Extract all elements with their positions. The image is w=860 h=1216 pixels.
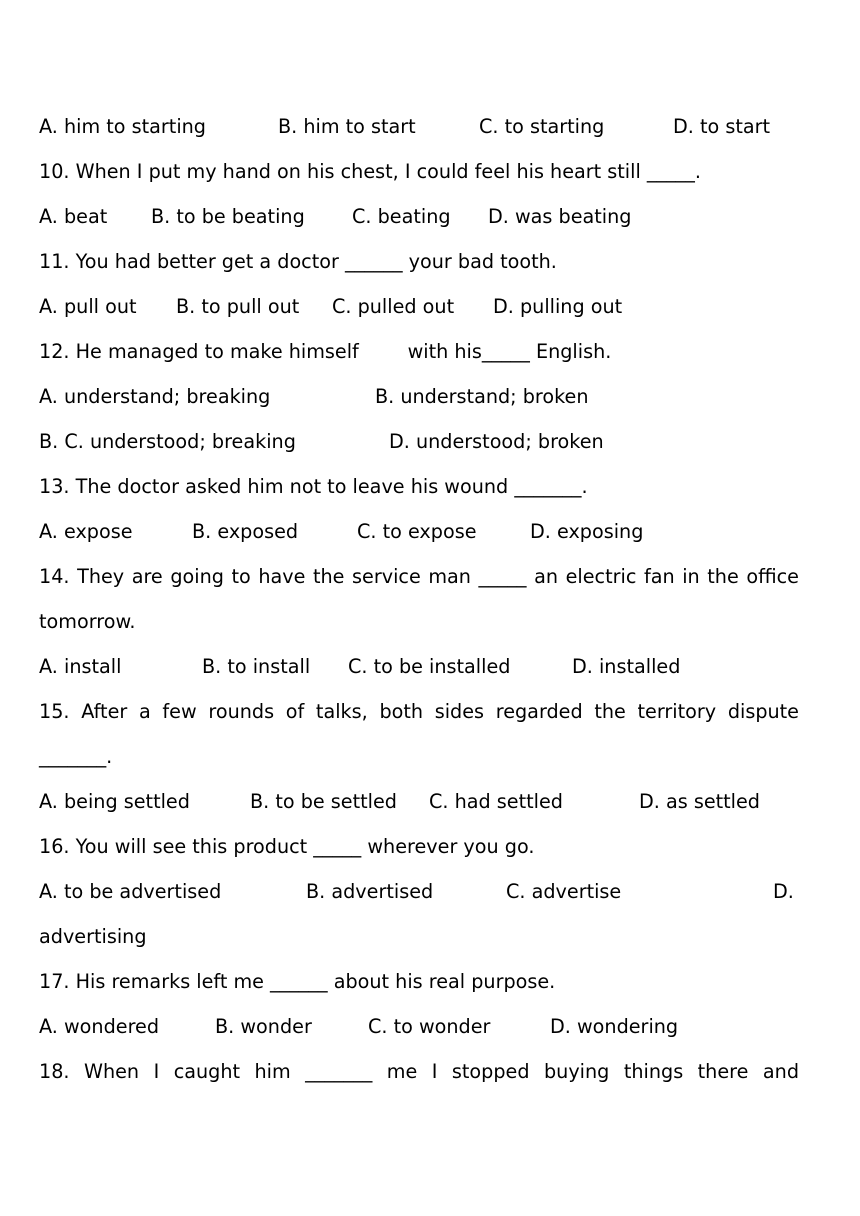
option-d: D. pulling out xyxy=(493,295,623,318)
option-d: D. exposing xyxy=(530,520,644,543)
options-line-q13 xyxy=(39,517,799,547)
options-line-q12a xyxy=(39,382,799,412)
option-b: B. exposed xyxy=(192,520,299,543)
option-a: A. pull out xyxy=(39,295,137,318)
option-b: B. advertised xyxy=(306,880,434,903)
option-b: B. to be beating xyxy=(151,205,305,228)
option-b: B. him to start xyxy=(278,115,416,138)
option-b: B. wonder xyxy=(215,1015,312,1038)
options-line-q12b xyxy=(39,427,799,457)
option-a: A. beat xyxy=(39,205,108,228)
options-line-q17 xyxy=(39,1012,799,1042)
question-14: 14. They are going to have the service man _____ an electric fan in the office xyxy=(39,565,799,588)
option-b: B. to pull out xyxy=(176,295,300,318)
option-a: A. expose xyxy=(39,520,133,543)
option-d: D. installed xyxy=(572,655,681,678)
option-d: D. understood; broken xyxy=(389,430,604,453)
option-a: A. wondered xyxy=(39,1015,160,1038)
option-a: A. understand; breaking xyxy=(39,385,271,408)
option-c: C. advertise xyxy=(506,880,622,903)
option-c: C. beating xyxy=(352,205,451,228)
option-c: C. pulled out xyxy=(332,295,455,318)
option-c: B. C. understood; breaking xyxy=(39,430,296,453)
option-b: B. to be settled xyxy=(250,790,397,813)
option-a: A. install xyxy=(39,655,122,678)
option-b: B. to install xyxy=(202,655,311,678)
option-b: B. understand; broken xyxy=(375,385,589,408)
options-line-q9 xyxy=(39,112,799,142)
options-line-q14 xyxy=(39,652,799,682)
question-14-continued: tomorrow. xyxy=(39,610,136,633)
question-16: 16. You will see this product _____ wherever you go. xyxy=(39,835,535,858)
options-line-q11 xyxy=(39,292,799,322)
option-d: D. wondering xyxy=(550,1015,679,1038)
question-10: 10. When I put my hand on his chest, I could feel his heart still _____. xyxy=(39,160,701,183)
option-a: A. to be advertised xyxy=(39,880,222,903)
question-17: 17. His remarks left me ______ about his real purpose. xyxy=(39,970,556,993)
option-a: A. him to starting xyxy=(39,115,206,138)
option-d: D. was beating xyxy=(488,205,632,228)
option-c: C. to be installed xyxy=(348,655,511,678)
question-12: 12. He managed to make himself with his_____ English. xyxy=(39,340,612,363)
option-a: A. being settled xyxy=(39,790,190,813)
options-line-q16-continued: advertising xyxy=(39,925,147,948)
option-d: D. to start xyxy=(673,115,771,138)
question-15: 15. After a few rounds of talks, both sides regarded the territory dispute xyxy=(39,700,799,723)
question-18: 18. When I caught him _______ me I stopped buying things there and xyxy=(39,1060,799,1083)
option-c: C. to starting xyxy=(479,115,605,138)
options-line-q16 xyxy=(39,877,799,907)
option-d: D. xyxy=(773,880,794,903)
option-c: C. to wonder xyxy=(368,1015,491,1038)
question-15-continued: _______. xyxy=(39,745,113,768)
options-line-q15 xyxy=(39,787,799,817)
option-c: C. to expose xyxy=(357,520,477,543)
options-line-q10 xyxy=(39,202,799,232)
option-c: C. had settled xyxy=(429,790,563,813)
question-11: 11. You had better get a doctor ______ your bad tooth. xyxy=(39,250,557,273)
option-d: D. as settled xyxy=(639,790,760,813)
question-13: 13. The doctor asked him not to leave his wound _______. xyxy=(39,475,588,498)
